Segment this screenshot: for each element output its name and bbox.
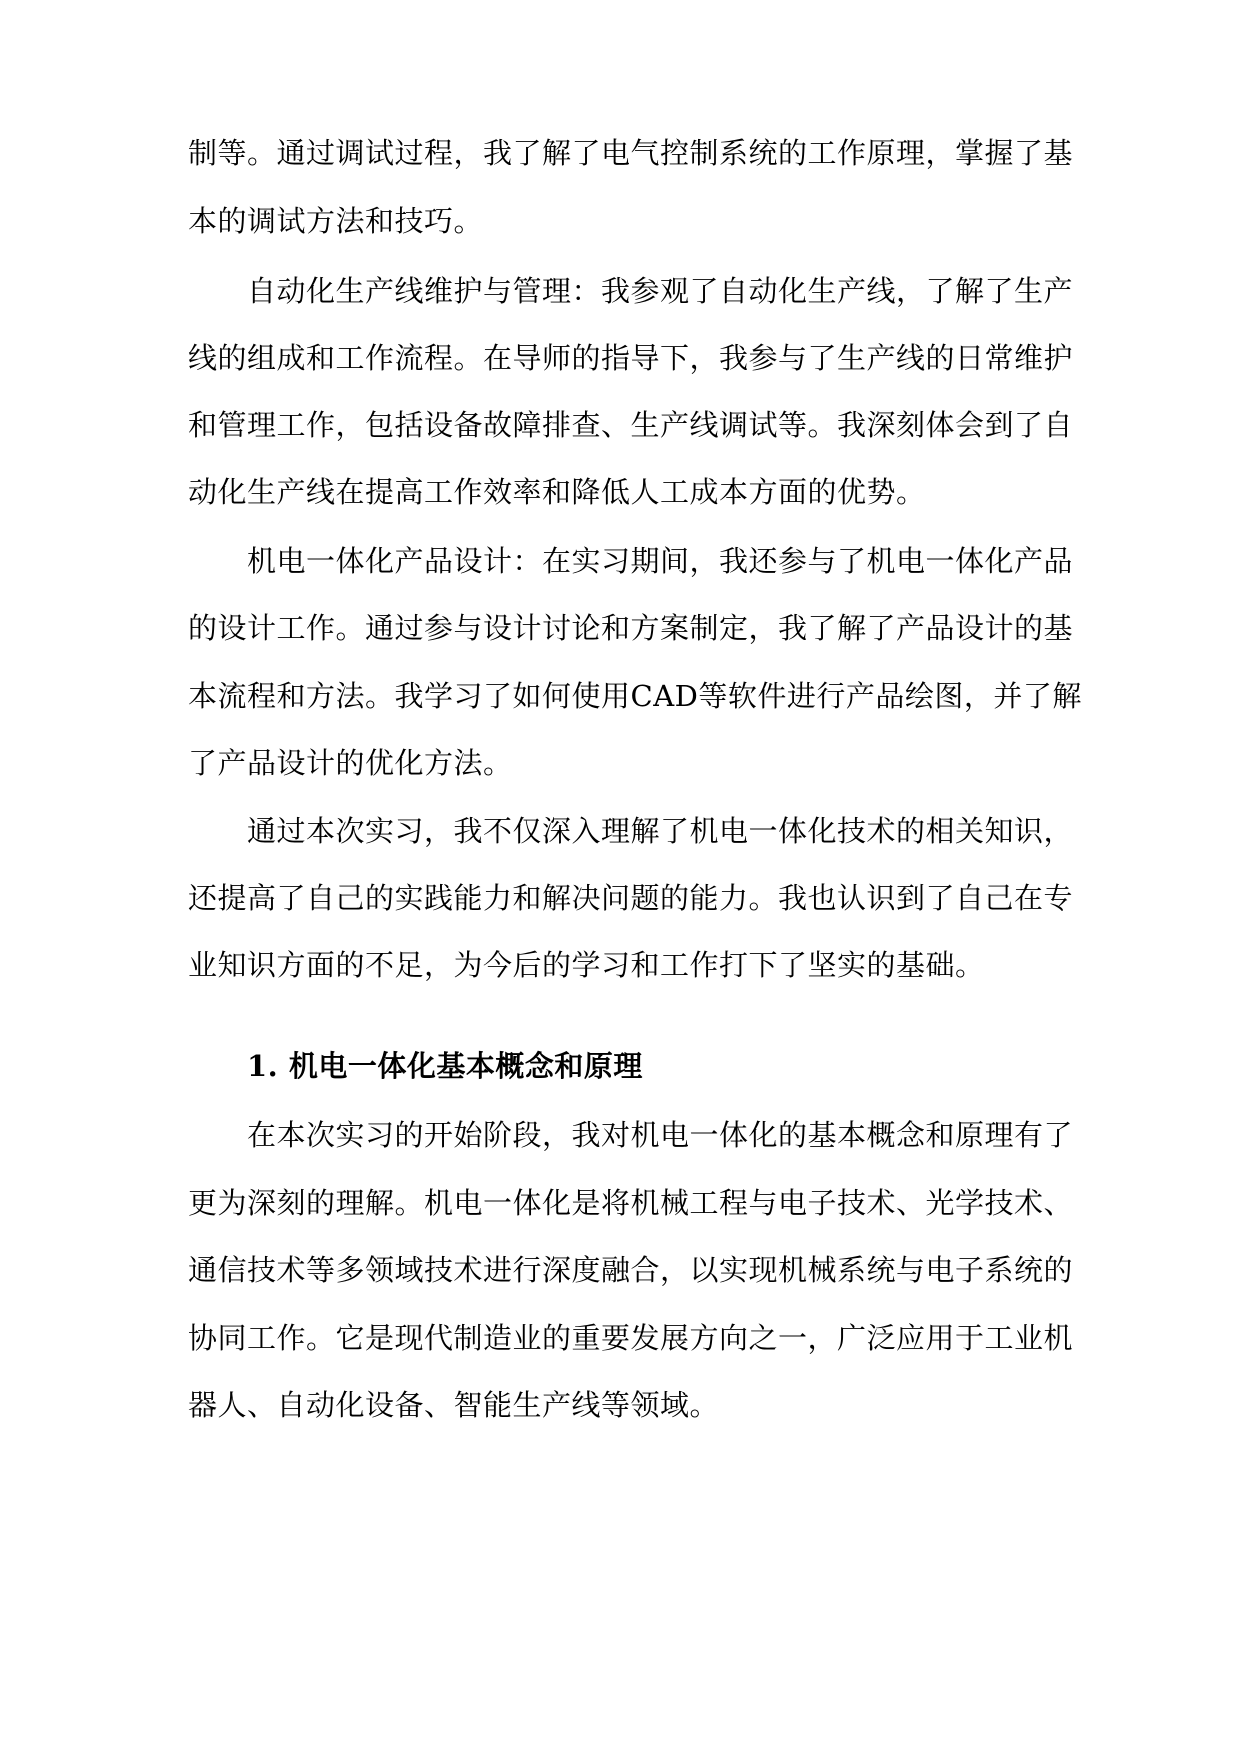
paragraph-line: 制等。通过调试过程，我了解了电气控制系统的工作原理，掌握了基	[188, 136, 1074, 170]
paragraph-line: 本流程和方法。我学习了如何使用CAD等软件进行产品绘图，并了解	[188, 679, 1082, 713]
paragraph-line: 动化生产线在提高工作效率和降低人工成本方面的优势。	[188, 475, 926, 509]
paragraph-line: 在本次实习的开始阶段，我对机电一体化的基本概念和原理有了	[247, 1118, 1074, 1152]
paragraph-line: 本的调试方法和技巧。	[188, 204, 484, 238]
paragraph-line: 还提高了自己的实践能力和解决问题的能力。我也认识到了自己在专	[188, 881, 1074, 915]
paragraph-line: 线的组成和工作流程。在导师的指导下，我参与了生产线的日常维护	[188, 341, 1074, 375]
paragraph-line: 通过本次实习，我不仅深入理解了机电一体化技术的相关知识，	[247, 814, 1074, 848]
paragraph-line: 自动化生产线维护与管理：我参观了自动化生产线，了解了生产	[247, 274, 1074, 308]
paragraph-line: 更为深刻的理解。机电一体化是将机械工程与电子技术、光学技术、	[188, 1186, 1074, 1220]
paragraph-line: 和管理工作，包括设备故障排查、生产线调试等。我深刻体会到了自	[188, 408, 1074, 442]
paragraph-line: 机电一体化产品设计：在实习期间，我还参与了机电一体化产品	[247, 544, 1074, 578]
paragraph-line: 通信技术等多领域技术进行深度融合，以实现机械系统与电子系统的	[188, 1253, 1074, 1287]
paragraph-line: 业知识方面的不足，为今后的学习和工作打下了坚实的基础。	[188, 948, 985, 982]
paragraph-line: 了产品设计的优化方法。	[188, 746, 513, 780]
paragraph-line: 的设计工作。通过参与设计讨论和方案制定，我了解了产品设计的基	[188, 611, 1074, 645]
paragraph-line: 器人、自动化设备、智能生产线等领域。	[188, 1388, 720, 1422]
section-heading: 1. 机电一体化基本概念和原理	[247, 1049, 643, 1083]
paragraph-line: 协同工作。它是现代制造业的重要发展方向之一，广泛应用于工业机	[188, 1321, 1074, 1355]
